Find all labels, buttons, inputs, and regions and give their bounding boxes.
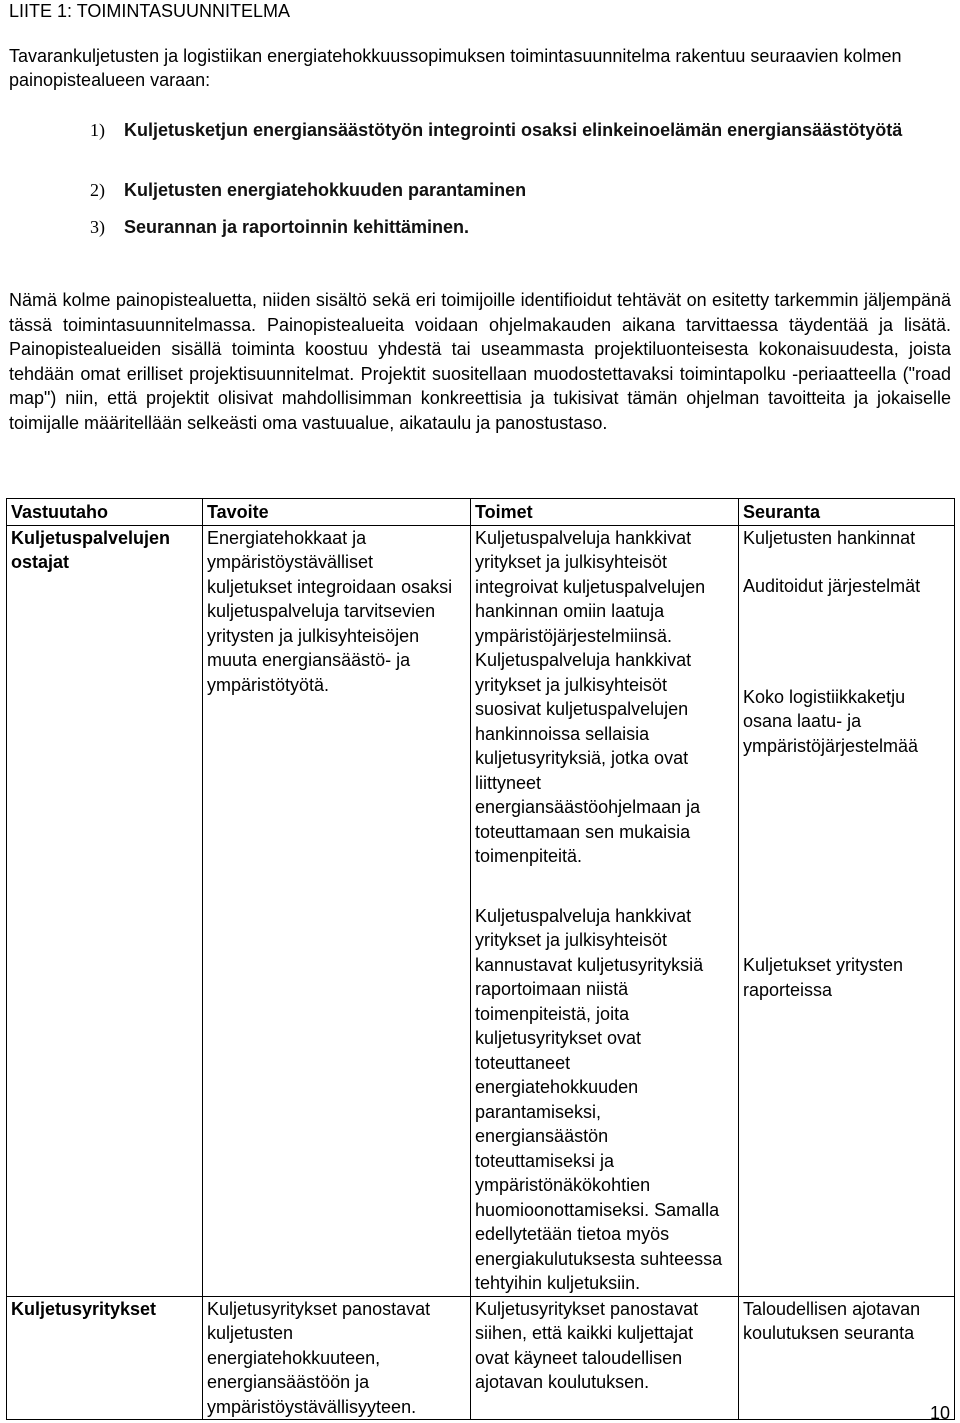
page-number: 10 bbox=[929, 1403, 950, 1423]
monitoring-text: Kuljetusten hankinnat bbox=[743, 527, 916, 548]
table-row bbox=[7, 1296, 955, 1420]
action-text: Kuljetuspalveluja hankkivat yritykset ja julkisyhteisöt suosivat kuljetuspalvelujen hankinnoissa sellaisia kuljetusyrityksiä, jotka ovat liittyneet energiansäästöohjelmaan ja toteuttamaan sen mukaisia toimenpiteitä. bbox=[475, 650, 701, 866]
table-header-row bbox=[7, 499, 955, 526]
responsible-party: Kuljetusyritykset bbox=[11, 1298, 157, 1319]
intro-paragraph: Tavarankuljetusten ja logistiikan energiatehokkuussopimuksen toimintasuunnitelma rakentuu seuraavien kolmen painopistealueen varaan: bbox=[9, 46, 902, 90]
cell-tavoite bbox=[203, 525, 471, 1296]
action-text: Kuljetuspalveluja hankkivat yritykset ja julkisyhteisöt kannustavat kuljetusyrityksiä raportoimaan niistä toimenpiteistä, joita kuljetusyritykset ovat toteuttaneet energiatehokkuuden parantamiseksi, energiansäästön toteuttamiseksi ja ympäristönäkökohtien huomioonottamiseksi. Samalla edellytetään tietoa myös energiakulutuksesta suhteessa tehtyihin kuljetuksiin. bbox=[475, 905, 723, 1293]
action-plan-table bbox=[6, 498, 955, 1420]
goal-text: Energiatehokkaat ja ympäristöystävälliset kuljetukset integroidaan osaksi kuljetuspalveluja tarvitsevien yritysten ja julkisyhteisöjen muuta energiansäästö- ja ympäristötyötä. bbox=[207, 527, 453, 695]
appendix-heading: LIITE 1: TOIMINTASUUNNITELMA bbox=[9, 1, 291, 21]
list-number: 1) bbox=[90, 120, 105, 140]
priority-area-text: Kuljetusten energiatehokkuuden parantaminen bbox=[124, 180, 527, 200]
cell-seuranta bbox=[739, 525, 955, 1296]
body-paragraph: Nämä kolme painopistealuetta, niiden sisältö sekä eri toimijoille identifioidut tehtävät on esitetty tarkemmin jäljempänä tässä toimintasuunnitelmassa. Painopistealueita voidaan ohjelmakauden aikana tarvittaessa täydentää ja lisätä. Painopistealueiden sisällä toiminta koostuu yhdestä tai useammasta projektiluonteisesta kokonaisuudesta, joista tehdään omat erilliset projektisuunnitelmat. Projektit suositellaan muodostettavaksi toimintapolku -periaatteella ("road map") niin, että projektit olisivat mahdollisimman konkreettisia ja tukisivat tämän ohjelman tavoitteita ja jokaiselle toimijalle määritellään selkeästi oma vastuualue, aikataulu ja panostustaso. bbox=[9, 290, 951, 433]
goal-text: Kuljetusyritykset panostavat kuljetusten energiatehokkuuteen, energiansäästöön ja ympäristöystävällisyyteen. bbox=[207, 1298, 431, 1417]
priority-area-item bbox=[90, 214, 950, 240]
list-number: 3) bbox=[90, 217, 105, 237]
priority-area-item bbox=[90, 177, 950, 203]
list-number: 2) bbox=[90, 180, 105, 200]
header-tavoite: Tavoite bbox=[203, 499, 471, 526]
monitoring-text: Koko logistiikkaketju osana laatu- ja ympäristöjärjestelmää bbox=[743, 686, 919, 756]
monitoring-text: Taloudellisen ajotavan koulutuksen seuranta bbox=[743, 1298, 921, 1343]
header-seuranta: Seuranta bbox=[739, 499, 955, 526]
action-text: Kuljetuspalveluja hankkivat yritykset ja julkisyhteisöt integroivat kuljetuspalvelujen hankinnan omiin laatuja ympäristöjärjestelmiinsä. bbox=[475, 527, 706, 646]
cell-vastuutaho bbox=[7, 1296, 203, 1420]
action-text: Kuljetusyritykset panostavat siihen, että kaikki kuljettajat ovat käyneet taloudellisen ajotavan koulutuksen. bbox=[475, 1298, 699, 1392]
header-vastuutaho: Vastuutaho bbox=[7, 499, 203, 526]
responsible-party: Kuljetuspalvelujen ostajat bbox=[11, 527, 171, 572]
cell-seuranta bbox=[739, 1296, 955, 1420]
header-toimet: Toimet bbox=[471, 499, 739, 526]
priority-area-item bbox=[90, 117, 950, 143]
monitoring-text: Kuljetukset yritysten raporteissa bbox=[743, 955, 904, 1000]
cell-vastuutaho bbox=[7, 525, 203, 1296]
monitoring-text: Auditoidut järjestelmät bbox=[743, 576, 921, 596]
cell-tavoite bbox=[203, 1296, 471, 1420]
cell-toimet bbox=[471, 525, 739, 1296]
priority-area-text: Seurannan ja raportoinnin kehittäminen. bbox=[124, 217, 470, 237]
table-row bbox=[7, 525, 955, 1296]
cell-toimet bbox=[471, 1296, 739, 1420]
priority-area-text: Kuljetusketjun energiansäästötyön integrointi osaksi elinkeinoelämän energiansäästötyötä bbox=[124, 120, 903, 140]
